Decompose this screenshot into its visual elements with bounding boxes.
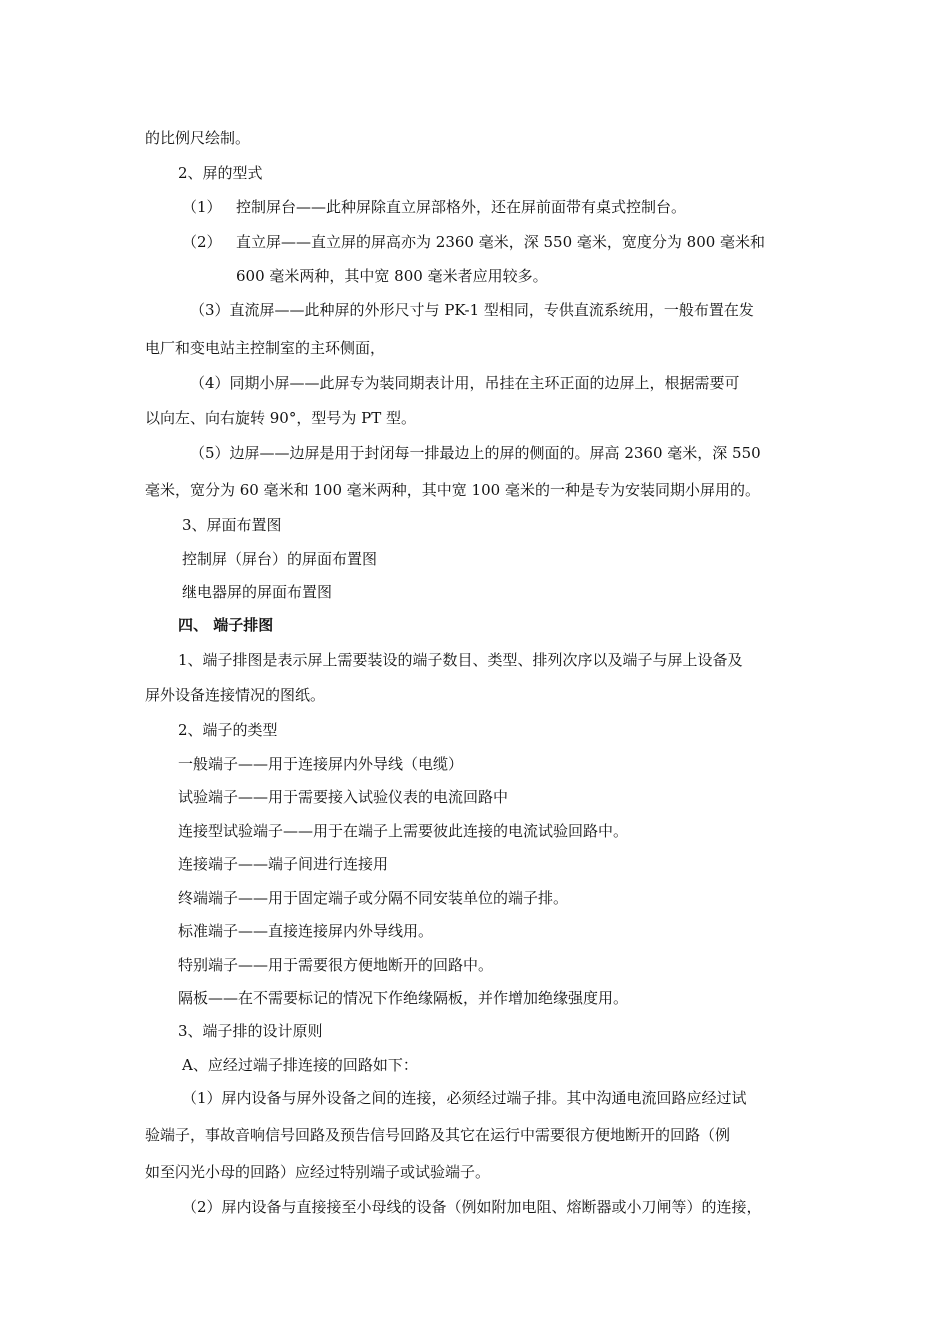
text-line-edge-screen: （5）边屏——边屏是用于封闭每一排最边上的屏的侧面的。屏高 2360 毫米，深 550 (190, 444, 761, 462)
text-line-terminal-def: 1、端子排图是表示屏上需要装设的端子数目、类型、排列次序以及端子与屏上设备及 (178, 651, 743, 669)
text-line-rule-2: （2）屏内设备与直接接至小母线的设备（例如附加电阻、熔断器或小刀闸等）的连接， (182, 1198, 762, 1216)
list-item-standard-terminal: 标准端子——直接连接屏内外导线用。 (178, 922, 434, 940)
text-line-edge-screen-cont: 毫米，宽分为 60 毫米和 100 毫米两种，其中宽 100 毫米的一种是专为安装同期小屏用的。 (145, 481, 760, 499)
heading-design-principles: 3、端子排的设计原则 (178, 1022, 323, 1040)
text-line-upright-screen-cont: 600 毫米两种，其中宽 800 毫米者应用较多。 (236, 267, 548, 285)
text-line-dc-screen: （3）直流屏——此种屏的外形尺寸与 PK-1 型相同，专供直流系统用，一般布置在发 (190, 301, 754, 319)
text-line-relay-layout: 继电器屏的屏面布置图 (182, 583, 333, 601)
list-item-general-terminal: 一般端子——用于连接屏内外导线（电缆） (178, 755, 464, 773)
list-item-linked-test-terminal: 连接型试验端子——用于在端子上需要彼此连接的电流试验回路中。 (178, 822, 629, 840)
heading-terminal-types: 2、端子的类型 (178, 721, 278, 739)
list-item-partition: 隔板——在不需要标记的情况下作绝缘隔板，并作增加绝缘强度用。 (178, 989, 629, 1007)
section-heading-terminal-diagram: 四、 端子排图 (178, 616, 274, 634)
text-line-sync-screen-cont: 以向左、向右旋转 90°，型号为 PT 型。 (145, 409, 416, 427)
heading-layout-drawing: 3、屏面布置图 (182, 516, 282, 534)
text-line-terminal-def-cont: 屏外设备连接情况的图纸。 (145, 686, 326, 704)
list-item-test-terminal: 试验端子——用于需要接入试验仪表的电流回路中 (178, 788, 509, 806)
text-line-control-console: 控制屏台——此种屏除直立屏部格外，还在屏前面带有桌式控制台。 (236, 198, 687, 216)
text-line-dc-screen-cont: 电厂和变电站主控制室的主环侧面， (145, 339, 386, 357)
text-line-upright-screen: 直立屏——直立屏的屏高亦为 2360 毫米，深 550 毫米，宽度分为 800 毫米和 (236, 233, 766, 251)
text-line-principle-a: A、应经过端子排连接的回路如下： (182, 1056, 418, 1074)
list-marker-1: （1） (182, 198, 222, 216)
text-line-1: 的比例尺绘制。 (145, 129, 251, 147)
list-item-special-terminal: 特别端子——用于需要很方便地断开的回路中。 (178, 956, 494, 974)
text-line-control-layout: 控制屏（屏台）的屏面布置图 (182, 550, 378, 568)
text-line-rule-1: （1）屏内设备与屏外设备之间的连接，必须经过端子排。其中沟通电流回路应经过试 (182, 1089, 747, 1107)
text-line-rule-1-cont2: 如至闪光小母的回路）应经过特别端子或试验端子。 (145, 1163, 491, 1181)
list-item-end-terminal: 终端端子——用于固定端子或分隔不同安装单位的端子排。 (178, 889, 569, 907)
heading-screen-types: 2、屏的型式 (178, 164, 263, 182)
text-line-sync-screen: （4）同期小屏——此屏专为装同期表计用，吊挂在主环正面的边屏上，根据需要可 (190, 374, 740, 392)
text-line-rule-1-cont: 验端子，事故音响信号回路及预告信号回路及其它在运行中需要很方便地断开的回路（例 (145, 1126, 731, 1144)
list-item-connecting-terminal: 连接端子——端子间进行连接用 (178, 855, 389, 873)
list-marker-2: （2） (182, 233, 222, 251)
